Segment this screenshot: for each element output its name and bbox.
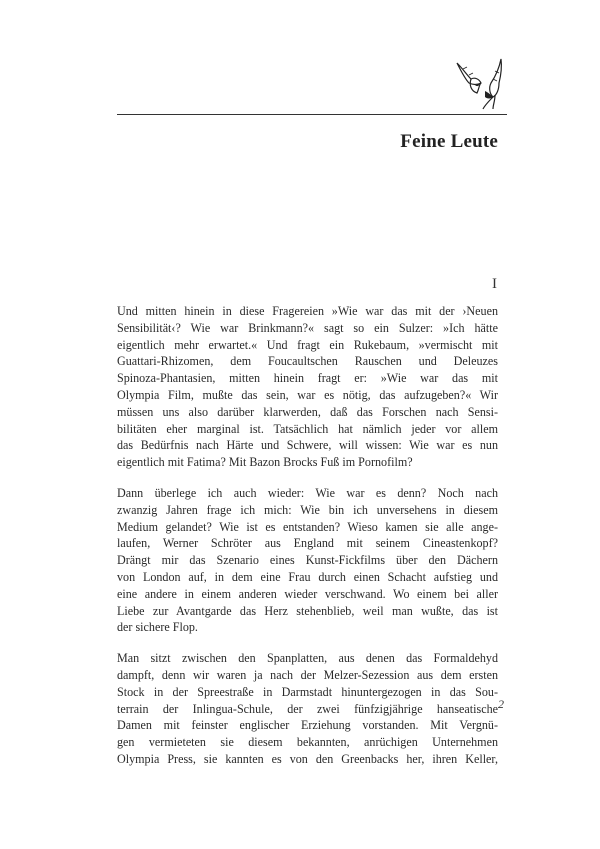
birds-icon <box>449 55 509 111</box>
text-line: eigentlich mehr erwartet.« Und fragt ein Rukebaum, »vermischt mit <box>117 337 498 352</box>
text-line: Olympia Press, sie kannten es von den Greenbacks her, ihren Keller, <box>117 751 498 766</box>
text-line: gen vermieteten sie diesem bekannten, anrüchigen Unternehmen <box>117 735 498 750</box>
text-line: Und mitten hinein in diese Fragereien »Wie war das mit der ›Neuen <box>117 304 498 318</box>
text-line: der sichere Flop. <box>117 620 198 635</box>
page-number: 2 <box>498 697 504 711</box>
text-line: bilitäten eher marginal ist. Tatsächlich hat nämlich jeder vor allem <box>117 421 498 436</box>
text-line: Stock in der Spreestraße in Darmstadt hinuntergezogen in das Sou- <box>117 684 498 699</box>
text-line: dampft, denn wir waren ja nach der Melzer-Sezession aus dem ersten <box>117 667 498 682</box>
text-line: Guattari-Rhizomen, dem Foucaultschen Rauschen und Deleuzes <box>117 354 498 369</box>
text-line: laufen, Werner Schröter aus England mit seinem Cineastenkopf? <box>117 536 498 551</box>
text-line: Medium gelandet? Wie ist es entstanden? Wieso kamen sie alle ange- <box>117 519 498 534</box>
section-number: I <box>492 276 497 292</box>
text-line: terrain der Inlingua-Schule, der zwei fünfzigjährige hanseatische <box>117 701 498 716</box>
text-line: Sensibilität‹? Wie war Brinkmann?« sagt so ein Sulzer: »Ich hätte <box>117 320 498 335</box>
text-line: Drängt mir das Szenario eines Kunst-Fickfilms über den Dächern <box>117 553 498 568</box>
text-line: eigentlich mit Fatima? Mit Bazon Brocks Fuß im Pornofilm? <box>117 455 413 470</box>
paragraph <box>117 650 498 768</box>
text-line: Spinoza-Phantasien, mitten hinein fragt er: »Wie war das mit <box>117 371 498 386</box>
chapter-title: Feine Leute <box>400 131 498 152</box>
text-line: zwanzig Jahren frage ich mich: Wie bin ich unversehens in diesem <box>117 502 498 517</box>
text-line: Olympia Film, mußte das sein, war es nötig, das aufzugeben?« Wir <box>117 387 498 402</box>
text-line: von London auf, in dem eine Frau durch einen Schacht aufstieg und <box>117 569 498 584</box>
text-line: Man sitzt zwischen den Spanplatten, aus denen das Formaldehyd <box>117 651 498 666</box>
text-line: das Bedürfnis nach Härte und Schwere, will wissen: Wie war es nun <box>117 438 498 453</box>
text-line: Damen mit feinster englischer Erziehung vorstanden. Mit Vergnü- <box>117 718 498 733</box>
header-rule <box>117 114 507 115</box>
text-line: eine andere in einem anderen wieder verschwand. Wo einem bei aller <box>117 586 498 601</box>
text-line: Liebe zur Avantgarde das Herz stehenblieb, weil man wußte, das ist <box>117 603 498 618</box>
text-line: müssen uns also darüber klarwerden, daß das Forschen nach Sensi- <box>117 404 498 419</box>
paragraph <box>117 303 498 471</box>
text-line: Dann überlege ich auch wieder: Wie war es denn? Noch nach <box>117 485 498 500</box>
body-text <box>117 303 498 782</box>
paragraph <box>117 485 498 636</box>
